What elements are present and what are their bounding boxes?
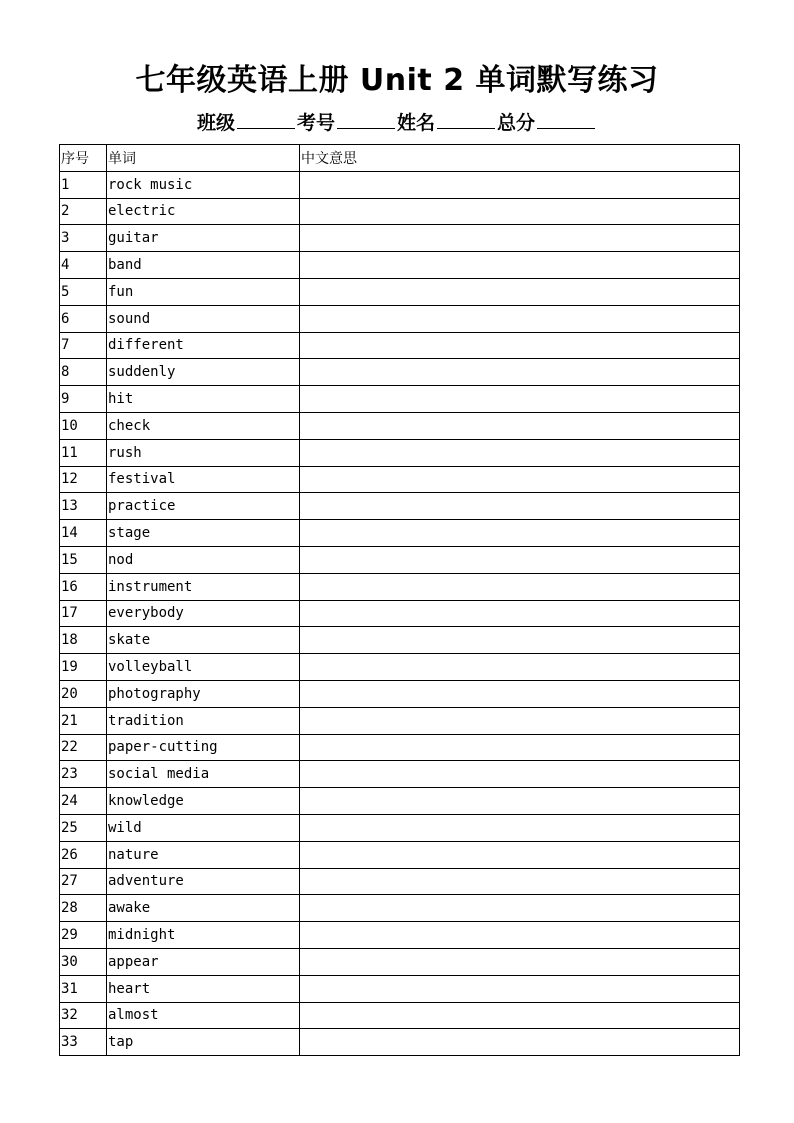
meaning-answer-cell[interactable]	[300, 225, 740, 252]
meaning-answer-cell[interactable]	[300, 627, 740, 654]
table-row	[60, 386, 740, 413]
meaning-answer-cell[interactable]	[300, 761, 740, 788]
table-row	[60, 493, 740, 520]
row-number: 15	[60, 546, 107, 573]
meaning-answer-cell[interactable]	[300, 278, 740, 305]
meaning-answer-cell[interactable]	[300, 841, 740, 868]
row-word: guitar	[107, 225, 300, 252]
meaning-answer-cell[interactable]	[300, 707, 740, 734]
meaning-answer-cell[interactable]	[300, 332, 740, 359]
meaning-answer-cell[interactable]	[300, 573, 740, 600]
table-row	[60, 654, 740, 681]
table-row	[60, 975, 740, 1002]
row-number: 6	[60, 305, 107, 332]
meaning-answer-cell[interactable]	[300, 600, 740, 627]
meaning-answer-cell[interactable]	[300, 359, 740, 386]
meaning-answer-cell[interactable]	[300, 868, 740, 895]
meaning-answer-cell[interactable]	[300, 546, 740, 573]
row-number: 9	[60, 386, 107, 413]
row-number: 7	[60, 332, 107, 359]
score-label: 总分	[497, 112, 536, 134]
row-word: nature	[107, 841, 300, 868]
table-row	[60, 814, 740, 841]
table-row	[60, 627, 740, 654]
row-number: 10	[60, 412, 107, 439]
header-word: 单词	[107, 145, 300, 172]
row-word: sound	[107, 305, 300, 332]
table-row	[60, 788, 740, 815]
meaning-answer-cell[interactable]	[300, 520, 740, 547]
table-row	[60, 707, 740, 734]
page-title: 七年级英语上册 Unit 2 单词默写练习	[135, 63, 659, 98]
row-number: 21	[60, 707, 107, 734]
table-header-row	[60, 145, 740, 172]
row-word: instrument	[107, 573, 300, 600]
row-word: band	[107, 252, 300, 279]
table-row	[60, 332, 740, 359]
table-row	[60, 868, 740, 895]
table-row	[60, 225, 740, 252]
meaning-answer-cell[interactable]	[300, 948, 740, 975]
meaning-answer-cell[interactable]	[300, 680, 740, 707]
row-word: electric	[107, 198, 300, 225]
row-number: 30	[60, 948, 107, 975]
row-word: suddenly	[107, 359, 300, 386]
row-word: everybody	[107, 600, 300, 627]
table-row	[60, 841, 740, 868]
row-number: 27	[60, 868, 107, 895]
row-word: tradition	[107, 707, 300, 734]
row-word: hit	[107, 386, 300, 413]
table-row	[60, 412, 740, 439]
table-row	[60, 895, 740, 922]
table-row	[60, 734, 740, 761]
row-word: knowledge	[107, 788, 300, 815]
meaning-answer-cell[interactable]	[300, 171, 740, 198]
meaning-answer-cell[interactable]	[300, 1029, 740, 1056]
row-number: 23	[60, 761, 107, 788]
row-number: 3	[60, 225, 107, 252]
row-word: rock music	[107, 171, 300, 198]
class-label: 班级	[196, 112, 235, 134]
score-blank[interactable]	[537, 110, 595, 129]
meaning-answer-cell[interactable]	[300, 1002, 740, 1029]
table-row	[60, 520, 740, 547]
meaning-answer-cell[interactable]	[300, 788, 740, 815]
table-row	[60, 171, 740, 198]
meaning-answer-cell[interactable]	[300, 734, 740, 761]
row-word: adventure	[107, 868, 300, 895]
row-word: almost	[107, 1002, 300, 1029]
meaning-answer-cell[interactable]	[300, 305, 740, 332]
meaning-answer-cell[interactable]	[300, 198, 740, 225]
row-word: tap	[107, 1029, 300, 1056]
row-number: 13	[60, 493, 107, 520]
row-word: volleyball	[107, 654, 300, 681]
table-row	[60, 278, 740, 305]
row-number: 26	[60, 841, 107, 868]
row-word: different	[107, 332, 300, 359]
table-row	[60, 305, 740, 332]
row-number: 17	[60, 600, 107, 627]
row-number: 4	[60, 252, 107, 279]
name-blank[interactable]	[437, 110, 495, 129]
meaning-answer-cell[interactable]	[300, 895, 740, 922]
row-number: 20	[60, 680, 107, 707]
table-row	[60, 600, 740, 627]
row-word: nod	[107, 546, 300, 573]
meaning-answer-cell[interactable]	[300, 814, 740, 841]
row-word: paper-cutting	[107, 734, 300, 761]
row-word: practice	[107, 493, 300, 520]
row-word: social media	[107, 761, 300, 788]
vocabulary-table	[59, 144, 740, 1056]
row-number: 31	[60, 975, 107, 1002]
row-number: 33	[60, 1029, 107, 1056]
row-number: 11	[60, 439, 107, 466]
table-row	[60, 1002, 740, 1029]
meaning-answer-cell[interactable]	[300, 922, 740, 949]
row-word: photography	[107, 680, 300, 707]
row-word: rush	[107, 439, 300, 466]
row-word: fun	[107, 278, 300, 305]
row-word: awake	[107, 895, 300, 922]
meaning-answer-cell[interactable]	[300, 412, 740, 439]
meaning-answer-cell[interactable]	[300, 975, 740, 1002]
header-meaning: 中文意思	[300, 145, 740, 172]
table-row	[60, 466, 740, 493]
row-word: heart	[107, 975, 300, 1002]
row-number: 5	[60, 278, 107, 305]
row-number: 32	[60, 1002, 107, 1029]
table-row	[60, 948, 740, 975]
row-number: 19	[60, 654, 107, 681]
row-number: 24	[60, 788, 107, 815]
row-word: stage	[107, 520, 300, 547]
row-number: 22	[60, 734, 107, 761]
meaning-answer-cell[interactable]	[300, 493, 740, 520]
meaning-answer-cell[interactable]	[300, 466, 740, 493]
table-row	[60, 359, 740, 386]
row-number: 29	[60, 922, 107, 949]
row-number: 1	[60, 171, 107, 198]
exam-number-blank[interactable]	[337, 110, 395, 129]
table-row	[60, 546, 740, 573]
row-number: 14	[60, 520, 107, 547]
row-number: 25	[60, 814, 107, 841]
exam-number-label: 考号	[296, 112, 335, 134]
table-row	[60, 761, 740, 788]
meaning-answer-cell[interactable]	[300, 654, 740, 681]
row-word: check	[107, 412, 300, 439]
row-number: 2	[60, 198, 107, 225]
row-number: 28	[60, 895, 107, 922]
meaning-answer-cell[interactable]	[300, 439, 740, 466]
meaning-answer-cell[interactable]	[300, 252, 740, 279]
table-row	[60, 680, 740, 707]
row-word: festival	[107, 466, 300, 493]
student-info-line	[0, 109, 794, 137]
table-row	[60, 198, 740, 225]
row-number: 16	[60, 573, 107, 600]
row-word: appear	[107, 948, 300, 975]
table-row	[60, 1029, 740, 1056]
row-number: 12	[60, 466, 107, 493]
row-number: 8	[60, 359, 107, 386]
table-row	[60, 252, 740, 279]
table-row	[60, 573, 740, 600]
row-word: midnight	[107, 922, 300, 949]
row-number: 18	[60, 627, 107, 654]
header-number: 序号	[60, 145, 107, 172]
name-label: 姓名	[397, 112, 436, 134]
row-word: wild	[107, 814, 300, 841]
meaning-answer-cell[interactable]	[300, 386, 740, 413]
row-word: skate	[107, 627, 300, 654]
table-body	[60, 171, 740, 1055]
class-blank[interactable]	[237, 110, 295, 129]
table-row	[60, 439, 740, 466]
table-row	[60, 922, 740, 949]
